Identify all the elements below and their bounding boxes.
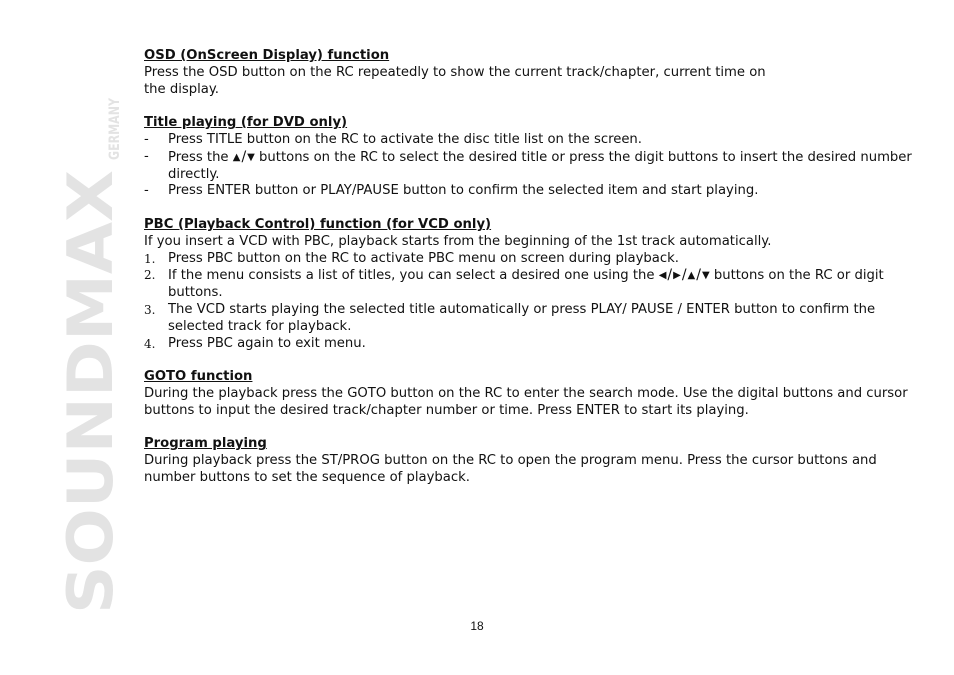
osd-line-1: Press the OSD button on the RC repeatedly to show the current track/chapter, current time on: [144, 64, 766, 80]
pbc-intro: If you insert a VCD with PBC, playback starts from the beginning of the 1st track automatically.: [144, 233, 772, 249]
list-item: [144, 251, 914, 268]
list-number: 1.: [144, 251, 156, 266]
list-item-text: Press PBC again to exit menu.: [168, 335, 366, 351]
arrow-down-icon: ▼: [701, 270, 710, 282]
title-playing-list: [144, 132, 914, 200]
dash-bullet: -: [144, 183, 149, 199]
manual-content: [144, 48, 914, 504]
list-item-text: Press ENTER button or PLAY/PAUSE button to confirm the selected item and start playing.: [168, 183, 759, 199]
slash-separator: /: [696, 267, 701, 284]
list-item-text: The VCD starts playing the selected title automatically or press PLAY/ PAUSE / ENTER button to confirm the selected track for playback.: [168, 301, 876, 334]
list-item-text-post: buttons on the RC or digit buttons.: [168, 268, 884, 301]
osd-heading: OSD (OnScreen Display) function: [144, 48, 390, 63]
title-playing-heading: Title playing (for DVD only): [144, 115, 348, 131]
title-playing-section: [144, 115, 914, 200]
slash-separator: /: [241, 148, 247, 165]
dash-bullet: -: [144, 148, 149, 164]
arrow-up-icon: ▲: [232, 151, 241, 163]
list-item: [144, 336, 914, 353]
arrow-left-icon: ◀: [658, 270, 667, 282]
page-number: 18: [470, 619, 484, 633]
svg-text:GERMANY: GERMANY: [107, 81, 123, 160]
arrow-right-icon: ▶: [673, 270, 681, 282]
list-item-text: Press TITLE button on the RC to activate the disc title list on the screen.: [168, 131, 642, 147]
dash-bullet: -: [144, 131, 149, 147]
list-item-text-pre: If the menu consists a list of titles, you can select a desired one using the: [168, 268, 659, 284]
list-item-text-pre: Press the: [168, 149, 233, 165]
arrow-down-icon: ▼: [247, 151, 255, 163]
soundmax-logo: [48, 48, 128, 618]
svg-text:SOUNDMAX: SOUNDMAX: [54, 205, 127, 614]
program-section: [144, 436, 914, 486]
list-item: [144, 302, 914, 336]
pbc-section: [144, 217, 914, 352]
osd-section: [144, 48, 914, 98]
list-number: 2.: [144, 268, 156, 283]
program-text: During playback press the ST/PROG button on the RC to open the program menu. Press the cursor buttons and number buttons to set the sequence of playback.: [144, 453, 877, 485]
list-item: [144, 183, 914, 200]
goto-section: [144, 369, 914, 419]
slash-separator: /: [667, 267, 673, 284]
list-number: 3.: [144, 302, 156, 317]
osd-line-2: the display.: [144, 81, 219, 97]
list-item: [144, 132, 914, 149]
list-item: [144, 149, 914, 184]
goto-heading: GOTO function: [144, 369, 253, 385]
list-item-text: Press PBC button on the RC to activate PBC menu on screen during playback.: [168, 250, 679, 266]
pbc-list: [144, 251, 914, 353]
list-item: [144, 267, 914, 302]
goto-text: During the playback press the GOTO button on the RC to enter the search mode. Use the digital buttons and cursor buttons to input the desired track/chapter number or time. Press ENTER to start its playing.: [144, 385, 908, 418]
slash-separator: /: [681, 267, 687, 284]
program-heading: Program playing: [144, 436, 267, 452]
list-number: 4.: [144, 336, 156, 351]
arrow-up-icon: ▲: [687, 270, 696, 282]
pbc-heading: PBC (Playback Control) function (for VCD only): [144, 216, 492, 232]
list-item-text-post: buttons on the RC to select the desired title or press the digit buttons to insert the desired number directly.: [168, 149, 912, 182]
